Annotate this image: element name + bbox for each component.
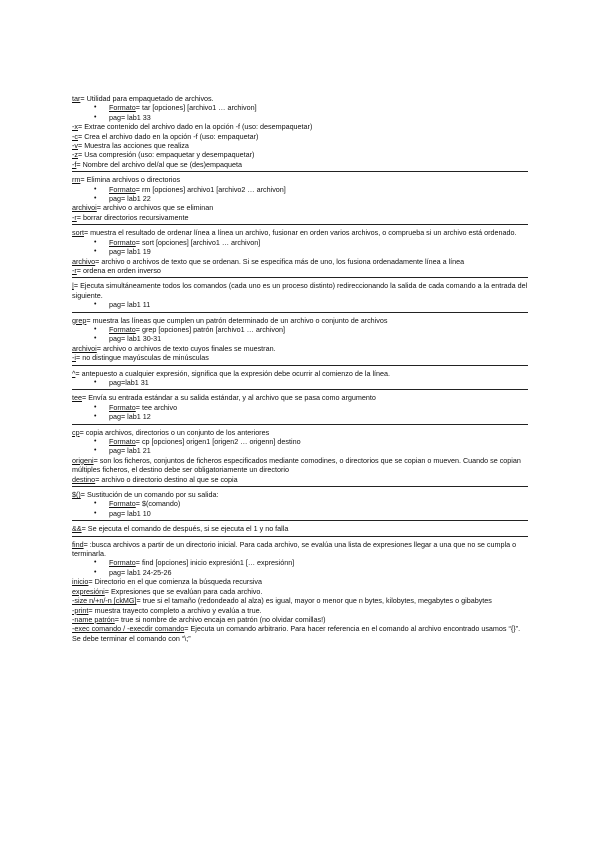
term-label: Formato [109,558,136,568]
term-label: Formato [109,437,136,446]
command-section [72,175,528,222]
term-label: && [72,524,82,534]
definition-text: = Crea el archivo dado en la opción -f (uso: empaquetar) [78,131,259,141]
section-divider [72,520,528,521]
format-bullet [72,499,528,508]
term-label: -r [72,265,77,275]
page-reference-bullet [72,509,528,518]
term-label: tar [72,94,81,103]
definition-text: = archivo o directorio destino al que se copia [95,474,238,484]
definition-text: pag= lab1 11 [109,300,151,310]
definition-text: = Muestra las acciones que realiza [78,141,189,151]
term-label: -r [72,212,77,222]
definition-line [72,94,528,103]
definition-text: = muestra el resultado de ordenar línea a línea un archivo, fusionar en orden varios archivos, o comprueba si un archivo está ordenado. [83,228,517,238]
definition-line [72,150,528,159]
format-bullet [72,558,528,567]
page-reference-bullet [72,194,528,203]
definition-line [72,281,528,300]
page-reference-bullet [72,300,528,309]
command-section [72,540,528,643]
term-label: Formato [109,402,136,412]
definition-text: = Directorio en el que comienza la búsqueda recursiva [88,577,262,587]
format-bullet [72,185,528,194]
term-label: -z [72,150,78,160]
section-divider [72,224,528,225]
definition-text: = muestra trayecto completo a archivo y evalúa a true. [88,605,262,615]
definition-text: = true si el tamaño (redondeado al alza) es igual, mayor o menor que n bytes, kilobytes, megabytes o gibabytes [136,596,492,606]
term-label: tee [72,393,82,403]
definition-line [72,203,528,212]
term-label: -name patrón [72,614,115,624]
definition-text: = Ejecuta un comando arbitrario. Para hacer referencia en el comando al archivo encontrado usamos “{}”. Se debe terminar el comando con “\;” [72,624,521,643]
definition-text: = grep [opciones] patrón [archivo1 … archivon] [135,324,285,334]
definition-text: = son los ficheros, conjuntos de ficheros especificados mediante comodines, o directorios que se copian o mueven. Cuando se copian múltiples ficheros, el destino debe ser obligatoriamente un directorio [72,455,521,475]
format-bullet [72,238,528,247]
format-bullet [72,437,528,446]
term-label: origeni [72,455,94,465]
term-label: Formato [109,184,136,194]
term-label: | [72,281,74,291]
definition-text: = :busca archivos a partir de un directorio inicial. Para cada archivo, se evalúa una lista de expresiones llegar a una que no se cumpla o terminarla. [72,539,517,559]
term-label: Formato [109,237,136,247]
definition-text: = Sustitución de un comando por su salida: [80,490,219,500]
definition-line [72,257,528,266]
command-section [72,316,528,363]
format-bullet [72,103,528,112]
definition-text: = Nombre del archivo del/al que se (des)empaqueta [76,159,242,169]
definition-text: = cp [opciones] origen1 [origen2 … origenn] destino [135,437,301,446]
command-section [72,369,528,388]
page-reference-bullet [72,113,528,122]
definition-text: = tee archivo [135,402,178,412]
page-reference-bullet [72,446,528,455]
definition-line [72,624,528,643]
definition-text: pag= lab1 24-25-26 [109,567,172,577]
section-divider [72,365,528,366]
section-divider [72,389,528,390]
definition-text: = Elimina archivos o directorios [80,175,181,185]
definition-text: pag= lab1 12 [109,412,151,422]
definition-line [72,393,528,402]
definition-line [72,606,528,615]
term-label: -x [72,122,78,132]
section-divider [72,536,528,537]
term-label: -i [72,353,76,363]
term-label: find [72,539,84,549]
definition-text: = archivo o archivos que se eliminan [96,203,214,213]
term-label: -f [72,159,77,169]
command-section [72,524,528,533]
section-divider [72,277,528,278]
definition-text: pag= lab1 21 [109,446,151,456]
definition-text: = true si nombre de archivo encaja en patrón (no olvidar comillas!) [114,614,326,624]
definition-line [72,596,528,605]
definition-line [72,266,528,275]
definition-line [72,344,528,353]
term-label: $() [72,490,81,500]
command-section [72,228,528,275]
term-label: Formato [109,324,136,334]
section-divider [72,424,528,425]
page-reference-bullet [72,247,528,256]
term-label: archivoi [72,343,97,353]
definition-text: = Ejecuta simultáneamente todos los comandos (cada uno es un proceso distinto) redireccionando la salida de cada comando a la entrada del siguiente. [72,281,528,300]
definition-line [72,577,528,586]
definition-text: = find [opciones] inicio expresión1 [… expresiónn] [135,558,295,568]
definition-line [72,160,528,169]
command-section [72,490,528,518]
term-label: destino [72,474,96,484]
definition-text: = borrar directorios recursivamente [76,212,189,222]
definition-text: pag= lab1 19 [109,247,151,257]
term-label: cp [72,427,80,437]
definition-line [72,524,528,533]
definition-text: = no distingue mayúsculas de minúsculas [76,353,209,363]
term-label: -print [72,605,89,615]
format-bullet [72,403,528,412]
definition-line [72,141,528,150]
term-label: rm [72,175,81,185]
definition-text: = archivo o archivos de texto cuyos finales se muestran. [96,343,276,353]
definition-line [72,456,528,475]
definition-line [72,213,528,222]
definition-line [72,175,528,184]
command-section [72,281,528,309]
definition-text: pag= lab1 33 [109,112,151,122]
definition-line [72,132,528,141]
format-bullet [72,325,528,334]
definition-line [72,475,528,484]
definition-text: = Expresiones que se evalúan para cada archivo. [104,586,263,596]
term-label: Formato [109,499,136,509]
term-label: sort [72,228,84,238]
section-divider [72,312,528,313]
definition-text: = Extrae contenido del archivo dado en la opción -f (uso: desempaquetar) [78,122,313,132]
definition-text: = archivo o archivos de texto que se ordenan. Si se especifica más de uno, los fusiona ordenadamente línea a línea [95,256,465,266]
page-reference-bullet [72,568,528,577]
definition-text: pag= lab1 10 [109,508,151,518]
document-page [72,94,528,643]
page-reference-bullet [72,334,528,343]
page-reference-bullet [72,412,528,421]
term-label: -exec comando / -execdir comando [72,624,185,634]
definition-line [72,228,528,237]
definition-line [72,490,528,499]
section-divider [72,486,528,487]
definition-line [72,369,528,378]
definition-text: = Utilidad para empaquetado de archivos. [80,94,214,103]
term-label: -c [72,131,78,141]
definition-text: = copia archivos, directorios o un conjunto de los anteriores [79,427,270,437]
command-section [72,393,528,421]
definition-text: = muestra las líneas que cumplen un patrón determinado de un archivo o conjunto de archivos [86,315,388,325]
definition-text: = sort [opciones] [archivo1 … archivon] [135,237,261,247]
definition-text: = Usa compresión (uso: empaquetar y desempaquetar) [78,150,255,160]
definition-text: = antepuesto a cualquier expresión, significa que la expresión debe ocurrir al comienzo de la línea. [75,368,391,378]
term-label: inicio [72,577,89,587]
term-label: -size n/+n/-n [ckMG] [72,596,137,606]
term-label: grep [72,315,87,325]
term-label: archivo [72,256,96,266]
term-label: ^ [72,368,76,378]
page-reference-bullet [72,378,528,387]
definition-text: = Se ejecuta el comando de después, si se ejecuta el 1 y no falla [81,524,289,534]
definition-text: pag= lab1 30-31 [109,334,162,344]
definition-line [72,428,528,437]
definition-line [72,587,528,596]
definition-text: = tar [opciones] [archivo1 … archivon] [135,103,257,113]
definition-text: = rm [opciones] archivo1 [archivo2 … archivon] [135,184,286,194]
definition-line [72,316,528,325]
term-label: -v [72,141,78,151]
definition-line [72,615,528,624]
term-label: Formato [109,103,136,113]
section-divider [72,171,528,172]
definition-line [72,122,528,131]
term-label: expresióni [72,586,105,596]
command-section [72,94,528,169]
definition-text: = Envía su entrada estándar a su salida estándar, y al archivo que se pasa como argumento [82,393,376,403]
definition-text: pag= lab1 22 [109,194,151,204]
definition-line [72,353,528,362]
definition-text: = $(comando) [135,499,181,509]
command-section [72,428,528,484]
definition-text: pag=lab1 31 [109,377,149,387]
definition-line [72,540,528,559]
definition-text: = ordena en orden inverso [76,265,161,275]
term-label: archivoi [72,203,97,213]
